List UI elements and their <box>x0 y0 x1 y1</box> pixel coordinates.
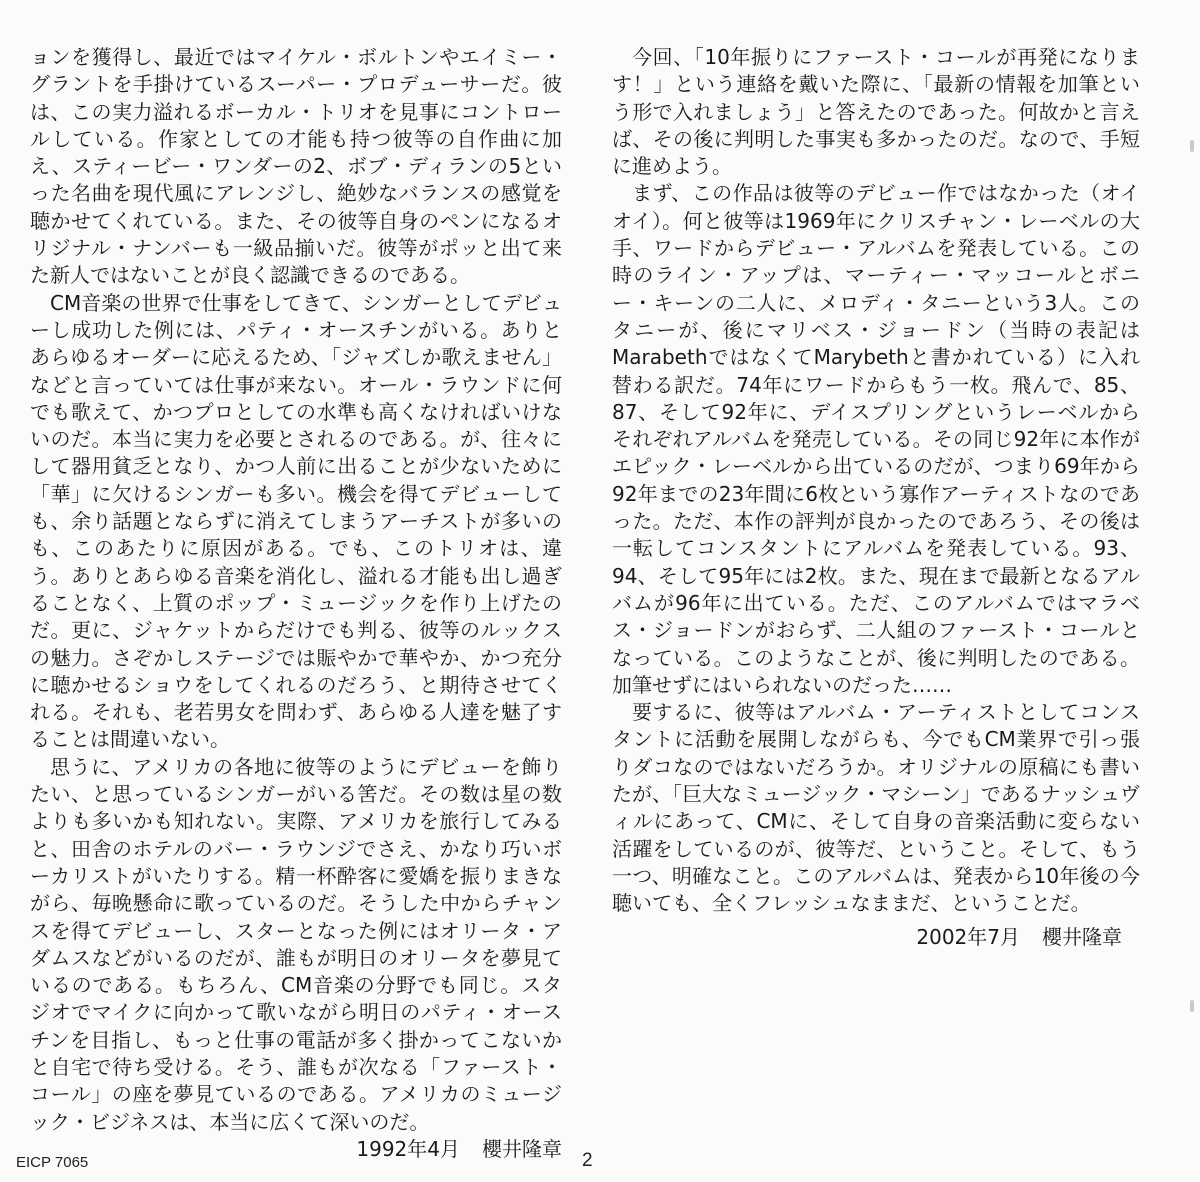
right-column <box>612 44 1140 951</box>
left-signature <box>30 1136 562 1163</box>
right-paragraph-1: 今回、「10年振りにファースト・コールが再発になります！」という連絡を戴いた際に、「最新の情報を加筆という形で入れましょう」と答えたのであった。何故かと言えば、その後に判明した事実も多かったのだ。なので、手短に進めよう。 <box>612 45 1140 179</box>
right-signature <box>612 924 1140 951</box>
left-signature-name: 櫻井隆章 <box>482 1136 562 1161</box>
left-column <box>30 44 562 1163</box>
catalog-number: EICP 7065 <box>16 1154 89 1171</box>
right-paragraph-3: 要するに、彼等はアルバム・アーティストとしてコンスタントに活動を展開しながらも、今でもCM業界で引っ張りダコなのではないだろうか。オリジナルの原稿にも書いたが、「巨大なミュージック・マシーン」であるナッシュヴィルにあって、CMに、そして自身の音楽活動に変らない活躍をしているのが、彼等だ、ということ。そして、もう一つ、明確なこと。このアルバムは、発表から10年後の今聴いても、全くフレッシュなままだ、ということだ。 <box>612 700 1140 916</box>
left-signature-date: 1992年4月 <box>356 1136 460 1161</box>
left-paragraph-3: 思うに、アメリカの各地に彼等のようにデビューを飾りたい、と思っているシンガーがいる筈だ。その数は星の数よりも多いかも知れない。実際、アメリカを旅行してみると、田舎のホテルのバー・ラウンジでさえ、かなり巧いボーカリストがいたりする。精一杯酔客に愛嬌を振りまきながら、毎晩懸命に歌っているのだ。そうした中からチャンスを得てデビューし、スターとなった例にはオリータ・アダムスなどがいるのだが、誰もが明日のオリータを夢見ているのである。もちろん、CM音楽の分野でも同じ。スタジオでマイクに向かって歌いながら明日のパティ・オースチンを目指し、もっと仕事の電話が多く掛かってこないかと自宅で待ち受ける。そう、誰もが次なる「ファースト・コール」の座を夢見ているのである。アメリカのミュージック・ビジネスは、本当に広くて深いのだ。 <box>30 754 562 1134</box>
binding-mark <box>1190 140 1194 152</box>
left-paragraph-1: ョンを獲得し、最近ではマイケル・ボルトンやエイミー・グラントを手掛けているスーパー・プロデューサーだ。彼は、この実力溢れるボーカル・トリオを見事にコントロールしている。作家としての才能も持つ彼等の自作曲に加え、スティービー・ワンダーの2、ボブ・ディランの5といった名曲を現代風にアレンジし、絶妙なバランスの感覚を聴かせてくれている。また、その彼等自身のペンになるオリジナル・ナンバーも一級品揃いだ。彼等がポッと出て来た新人ではないことが良く認識できるのである。 <box>30 45 562 288</box>
right-paragraph-2: まず、この作品は彼等のデビュー作ではなかった（オイオイ）。何と彼等は1969年にクリスチャン・レーベルの大手、ワードからデビュー・アルバムを発表している。この時のライン・アップは、マーティー・マッコールとボニー・キーンの二人に、メロディ・タニーという3人。このタニーが、後にマリベス・ジョードン（当時の表記はMarabethではなくてMarybethと書かれている）に入れ替わる訳だ。74年にワードからもう一枚。飛んで、85、87、そして92年に、デイスプリングというレーベルからそれぞれアルバムを発売している。その同じ92年に本作がエピック・レーベルから出ているのだが、つまり69年から92年までの23年間に6枚という寡作アーティストなのであった。ただ、本作の評判が良かったのであろう、その後は一転してコンスタントにアルバムを発表している。93、94、そして95年には2枚。また、現在まで最新となるアルバムが96年に出ている。ただ、このアルバムではマラベス・ジョードンがおらず、二人組のファースト・コールとなっている。このようなことが、後に判明したのである。加筆せずにはいられないのだった…… <box>612 181 1140 697</box>
binding-mark <box>1190 1000 1194 1012</box>
right-signature-date: 2002年7月 <box>916 924 1020 949</box>
right-signature-name: 櫻井隆章 <box>1042 924 1122 949</box>
left-paragraph-2: CM音楽の世界で仕事をしてきて、シンガーとしてデビューし成功した例には、パティ・オースチンがいる。ありとあらゆるオーダーに応えるため、「ジャズしか歌えません」などと言っていては仕事が来ない。オール・ラウンドに何でも歌えて、かつプロとしての水準も高くなければいけないのだ。本当に実力を必要とされるのである。が、往々にして器用貧乏となり、かつ人前に出ることが少ないために「華」に欠けるシンガーも多い。機会を得てデビューしても、余り話題とならずに消えてしまうアーチストが多いのも、このあたりに原因がある。でも、このトリオは、違う。ありとあらゆる音楽を消化し、溢れる才能も出し過ぎることなく、上質のポップ・ミュージックを作り上げたのだ。更に、ジャケットからだけでも判る、彼等のルックスの魅力。さぞかしステージでは賑やかで華やか、かつ充分に聴かせるショウをしてくれるのだろう、と期待させてくれる。それも、老若男女を問わず、あらゆる人達を魅了することは間違いない。 <box>30 290 562 752</box>
page-number: 2 <box>582 1150 593 1171</box>
